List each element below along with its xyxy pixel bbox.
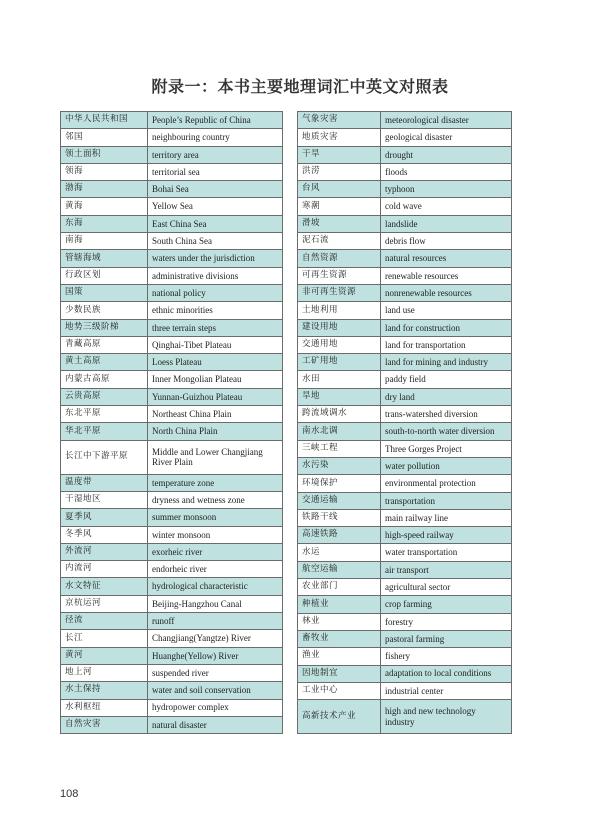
term-english: administrative divisions [148, 267, 283, 284]
term-english: endorheic river [148, 561, 283, 578]
table-row [61, 406, 283, 423]
term-english: agricultural sector [381, 579, 512, 596]
term-english: neighbouring country [148, 129, 283, 146]
table-row [61, 181, 283, 198]
term-chinese: 种植业 [298, 596, 381, 613]
term-english: runoff [148, 613, 283, 630]
table-row [61, 302, 283, 319]
term-english: territory area [148, 146, 283, 163]
table-row [298, 475, 512, 492]
table-row [61, 664, 283, 681]
term-chinese: 铁路干线 [298, 509, 381, 526]
term-chinese: 黄海 [61, 198, 148, 215]
term-chinese: 外流河 [61, 543, 148, 560]
term-chinese: 国策 [61, 284, 148, 301]
table-row [298, 579, 512, 596]
term-chinese: 行政区划 [61, 267, 148, 284]
table-row [61, 526, 283, 543]
term-chinese: 农业部门 [298, 579, 381, 596]
term-chinese: 泥石流 [298, 233, 381, 250]
page-number: 108 [60, 788, 79, 800]
term-english: land for mining and industry [381, 354, 512, 371]
term-english: main railway line [381, 509, 512, 526]
term-chinese: 地上河 [61, 664, 148, 681]
table-row [61, 630, 283, 647]
term-chinese: 水运 [298, 544, 381, 561]
term-chinese: 温度带 [61, 474, 148, 491]
table-row [61, 336, 283, 353]
term-english: meteorological disaster [381, 112, 512, 129]
table-row [298, 250, 512, 267]
term-english: winter monsoon [148, 526, 283, 543]
term-english: forestry [381, 613, 512, 630]
term-english: drought [381, 146, 512, 163]
term-chinese: 干旱 [298, 146, 381, 163]
term-english: high and new technology industry [381, 700, 512, 734]
table-row [298, 648, 512, 665]
table-row [61, 146, 283, 163]
term-chinese: 水污染 [298, 457, 381, 474]
table-row [298, 682, 512, 699]
table-row [298, 371, 512, 388]
table-row [298, 112, 512, 129]
table-row [298, 406, 512, 423]
term-chinese: 林业 [298, 613, 381, 630]
term-chinese: 台风 [298, 181, 381, 198]
term-english: trans-watershed diversion [381, 406, 512, 423]
table-row [298, 544, 512, 561]
term-english: renewable resources [381, 267, 512, 284]
term-chinese: 寒潮 [298, 198, 381, 215]
term-english: high-speed railway [381, 527, 512, 544]
term-chinese: 环境保护 [298, 475, 381, 492]
table-row [61, 250, 283, 267]
term-english: suspended river [148, 664, 283, 681]
term-chinese: 南海 [61, 233, 148, 250]
term-english: cold wave [381, 198, 512, 215]
term-english: Loess Plateau [148, 354, 283, 371]
table-row [61, 284, 283, 301]
term-chinese: 管辖海域 [61, 250, 148, 267]
term-chinese: 内蒙古高原 [61, 371, 148, 388]
table-row [298, 596, 512, 613]
table-row [298, 284, 512, 301]
term-english: environmental protection [381, 475, 512, 492]
term-chinese: 可再生资源 [298, 267, 381, 284]
term-chinese: 滑坡 [298, 215, 381, 232]
term-english: natural resources [381, 250, 512, 267]
glossary-table-right [297, 111, 512, 734]
term-chinese: 地质灾害 [298, 129, 381, 146]
term-english: land use [381, 302, 512, 319]
term-chinese: 华北平原 [61, 423, 148, 440]
table-row [61, 267, 283, 284]
term-chinese: 地势三级阶梯 [61, 319, 148, 336]
table-row [298, 319, 512, 336]
term-english: water pollution [381, 457, 512, 474]
term-english: People’s Republic of China [148, 112, 283, 129]
term-chinese: 干湿地区 [61, 491, 148, 508]
table-row [61, 543, 283, 560]
table-row [298, 181, 512, 198]
term-chinese: 自然资源 [298, 250, 381, 267]
term-english: pastoral farming [381, 630, 512, 647]
term-chinese: 渔业 [298, 648, 381, 665]
term-english: Huanghe(Yellow) River [148, 647, 283, 664]
term-chinese: 非可再生资源 [298, 284, 381, 301]
term-chinese: 冬季风 [61, 526, 148, 543]
term-english: transportation [381, 492, 512, 509]
term-chinese: 洪涝 [298, 163, 381, 180]
table-row [61, 163, 283, 180]
glossary-table-left-body [61, 112, 283, 734]
term-english: Three Gorges Project [381, 440, 512, 457]
term-chinese: 领土面积 [61, 146, 148, 163]
term-english: water transportation [381, 544, 512, 561]
term-english: South China Sea [148, 233, 283, 250]
term-english: summer monsoon [148, 509, 283, 526]
term-english: hydrological characteristic [148, 578, 283, 595]
term-english: crop farming [381, 596, 512, 613]
term-english: south-to-north water diversion [381, 423, 512, 440]
table-row [61, 354, 283, 371]
term-chinese: 旱地 [298, 388, 381, 405]
term-chinese: 工矿用地 [298, 354, 381, 371]
term-chinese: 领海 [61, 163, 148, 180]
term-chinese: 航空运输 [298, 561, 381, 578]
term-chinese: 水田 [298, 371, 381, 388]
term-english: landslide [381, 215, 512, 232]
term-chinese: 水文特征 [61, 578, 148, 595]
glossary-table-left [60, 111, 283, 734]
term-chinese: 内流河 [61, 561, 148, 578]
term-chinese: 自然灾害 [61, 716, 148, 733]
table-row [298, 146, 512, 163]
table-row [61, 595, 283, 612]
term-english: Bohai Sea [148, 181, 283, 198]
term-chinese: 长江 [61, 630, 148, 647]
table-row [298, 267, 512, 284]
term-english: dryness and wetness zone [148, 491, 283, 508]
table-row [61, 578, 283, 595]
term-chinese: 高速铁路 [298, 527, 381, 544]
table-row [61, 474, 283, 491]
term-chinese: 交通运输 [298, 492, 381, 509]
term-chinese: 南水北调 [298, 423, 381, 440]
term-english: land for construction [381, 319, 512, 336]
table-row [298, 700, 512, 734]
term-chinese: 黄河 [61, 647, 148, 664]
table-row [61, 699, 283, 716]
term-english: ethnic minorities [148, 302, 283, 319]
term-english: hydropower complex [148, 699, 283, 716]
page-title: 附录一：本书主要地理词汇中英文对照表 [151, 77, 449, 96]
table-row [61, 423, 283, 440]
term-english: debris flow [381, 233, 512, 250]
table-row [298, 233, 512, 250]
table-row [61, 561, 283, 578]
term-english: paddy field [381, 371, 512, 388]
table-row [61, 647, 283, 664]
term-chinese: 建设用地 [298, 319, 381, 336]
table-row [298, 440, 512, 457]
term-english: floods [381, 163, 512, 180]
table-row [61, 371, 283, 388]
term-chinese: 因地制宜 [298, 665, 381, 682]
term-english: three terrain steps [148, 319, 283, 336]
term-english: East China Sea [148, 215, 283, 232]
term-chinese: 邻国 [61, 129, 148, 146]
table-row [61, 233, 283, 250]
term-english: exorheic river [148, 543, 283, 560]
term-english: Yellow Sea [148, 198, 283, 215]
table-row [61, 112, 283, 129]
term-english: North China Plain [148, 423, 283, 440]
table-row [61, 215, 283, 232]
term-chinese: 夏季风 [61, 509, 148, 526]
term-chinese: 土地利用 [298, 302, 381, 319]
term-chinese: 黄土高原 [61, 354, 148, 371]
term-english: nonrenewable resources [381, 284, 512, 301]
term-english: Beijing-Hangzhou Canal [148, 595, 283, 612]
term-chinese: 三峡工程 [298, 440, 381, 457]
table-row [61, 440, 283, 474]
term-english: temperature zone [148, 474, 283, 491]
table-row [298, 509, 512, 526]
table-row [298, 423, 512, 440]
term-english: geological disaster [381, 129, 512, 146]
term-english: Middle and Lower Changjiang River Plain [148, 440, 283, 474]
term-chinese: 东海 [61, 215, 148, 232]
term-chinese: 青藏高原 [61, 336, 148, 353]
term-chinese: 水土保持 [61, 682, 148, 699]
term-english: adaptation to local conditions [381, 665, 512, 682]
table-row [298, 302, 512, 319]
table-row [298, 215, 512, 232]
term-english: Qinghai-Tibet Plateau [148, 336, 283, 353]
term-chinese: 高新技术产业 [298, 700, 381, 734]
table-row [298, 665, 512, 682]
term-chinese: 水利枢纽 [61, 699, 148, 716]
term-english: territorial sea [148, 163, 283, 180]
term-english: Northeast China Plain [148, 406, 283, 423]
term-english: typhoon [381, 181, 512, 198]
table-row [61, 682, 283, 699]
term-english: national policy [148, 284, 283, 301]
term-chinese: 东北平原 [61, 406, 148, 423]
table-row [298, 613, 512, 630]
term-english: land for transportation [381, 336, 512, 353]
term-chinese: 跨流域调水 [298, 406, 381, 423]
term-chinese: 中华人民共和国 [61, 112, 148, 129]
table-row [61, 491, 283, 508]
glossary-table-right-body [298, 112, 512, 734]
table-row [61, 198, 283, 215]
term-chinese: 云贵高原 [61, 388, 148, 405]
table-row [61, 319, 283, 336]
table-row [298, 492, 512, 509]
term-chinese: 畜牧业 [298, 630, 381, 647]
table-row [298, 457, 512, 474]
table-row [298, 561, 512, 578]
table-row [298, 388, 512, 405]
table-row [298, 630, 512, 647]
term-english: Inner Mongolian Plateau [148, 371, 283, 388]
table-row [61, 613, 283, 630]
term-english: water and soil conservation [148, 682, 283, 699]
term-english: Changjiang(Yangtze) River [148, 630, 283, 647]
table-row [298, 336, 512, 353]
term-english: Yunnan-Guizhou Plateau [148, 388, 283, 405]
term-chinese: 京杭运河 [61, 595, 148, 612]
term-chinese: 少数民族 [61, 302, 148, 319]
term-english: fishery [381, 648, 512, 665]
term-chinese: 长江中下游平原 [61, 440, 148, 474]
table-row [298, 129, 512, 146]
term-english: air transport [381, 561, 512, 578]
term-chinese: 气象灾害 [298, 112, 381, 129]
term-chinese: 渤海 [61, 181, 148, 198]
term-chinese: 工业中心 [298, 682, 381, 699]
term-chinese: 交通用地 [298, 336, 381, 353]
table-row [298, 163, 512, 180]
table-row [61, 509, 283, 526]
term-english: natural disaster [148, 716, 283, 733]
table-row [61, 716, 283, 733]
table-row [61, 129, 283, 146]
term-english: industrial center [381, 682, 512, 699]
term-english: waters under the jurisdiction [148, 250, 283, 267]
table-row [298, 354, 512, 371]
term-english: dry land [381, 388, 512, 405]
table-row [298, 198, 512, 215]
term-chinese: 径流 [61, 613, 148, 630]
table-row [298, 527, 512, 544]
table-row [61, 388, 283, 405]
